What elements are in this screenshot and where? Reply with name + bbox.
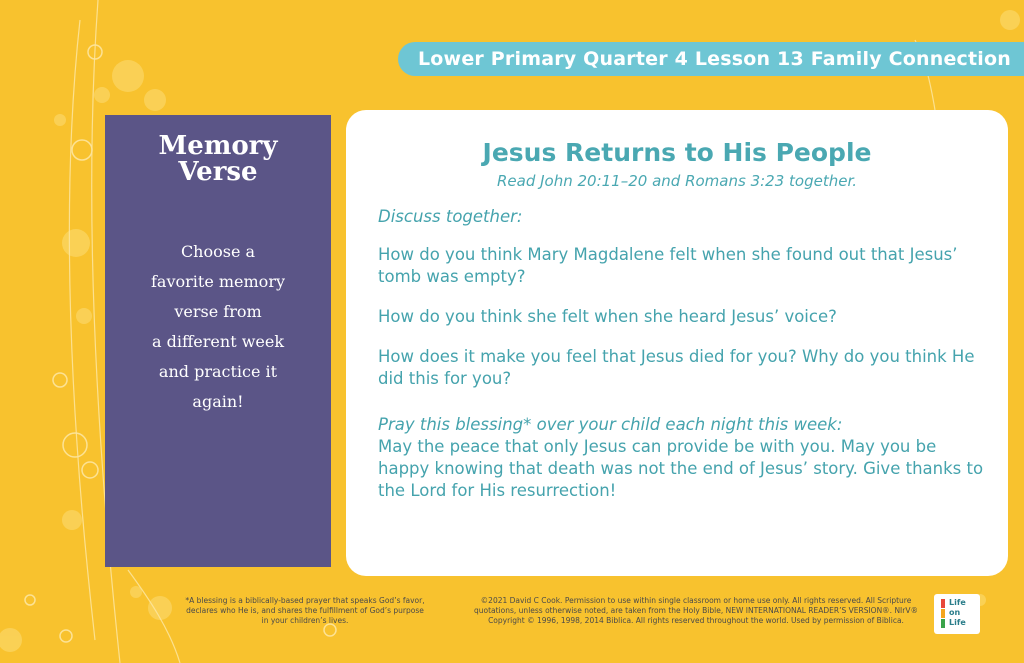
lesson-banner: [398, 42, 1024, 76]
memory-verse-title-line1: Memory: [158, 131, 278, 161]
memory-verse-line: favorite memory: [150, 272, 285, 291]
memory-verse-line: again!: [192, 392, 244, 411]
logo-stripe: [941, 619, 945, 628]
memory-verse-panel: [105, 115, 331, 567]
lesson-card: [346, 110, 1008, 576]
memory-verse-title: [105, 133, 331, 185]
memory-verse-line: verse from: [174, 302, 262, 321]
logo-text: [949, 598, 966, 628]
lesson-body: [378, 206, 988, 502]
blessing-text: May the peace that only Jesus can provide be with you. May you be happy knowing that death was not the end of Jesus’ story. Give thanks to the Lord for His resurrection!: [378, 437, 984, 500]
life-on-life-logo: [934, 594, 980, 634]
discuss-heading: Discuss together:: [378, 207, 523, 226]
memory-verse-line: Choose a: [180, 242, 256, 261]
memory-verse-line: and practice it: [158, 362, 278, 381]
discussion-question: How does it make you feel that Jesus died for you? Why do you think He did this for you?: [378, 347, 975, 388]
blessing-footnote: *A blessing is a biblically-based prayer that speaks God’s favor, declares who He is, and shares the fulfillment of God’s purpose in your children’s lives.: [185, 596, 425, 625]
copyright-notice: ©2021 David C Cook. Permission to use within single classroom or home use only. All rights reserved. All Scripture quotations, unless otherwise noted, are taken from the Holy Bible, NEW INTERNATIONAL READER’S VERSION®. NIrV® Copyright © 1996, 1998, 2014 Biblica. All rights reserved throughout the world. Used by permission of Biblica.: [474, 596, 918, 625]
logo-stripe: [941, 599, 945, 608]
discussion-question: How do you think she felt when she heard Jesus’ voice?: [378, 307, 837, 326]
memory-verse-title-line2: Verse: [178, 157, 258, 187]
memory-verse-line: a different week: [151, 332, 285, 351]
logo-line: on: [949, 608, 961, 617]
logo-line: Life: [949, 618, 966, 627]
discussion-question: How do you think Mary Magdalene felt when she found out that Jesus’ tomb was empty?: [378, 245, 958, 286]
lesson-title: Jesus Returns to His People: [482, 138, 872, 167]
scripture-reference: Read John 20:11–20 and Romans 3:23 together.: [496, 172, 857, 190]
logo-line: Life: [949, 598, 966, 607]
blessing-prompt: Pray this blessing* over your child each night this week:: [378, 415, 843, 434]
banner-text: Lower Primary Quarter 4 Lesson 13 Family Connection: [418, 48, 1011, 70]
logo-stripe: [941, 609, 945, 618]
memory-verse-instructions: [128, 237, 308, 417]
